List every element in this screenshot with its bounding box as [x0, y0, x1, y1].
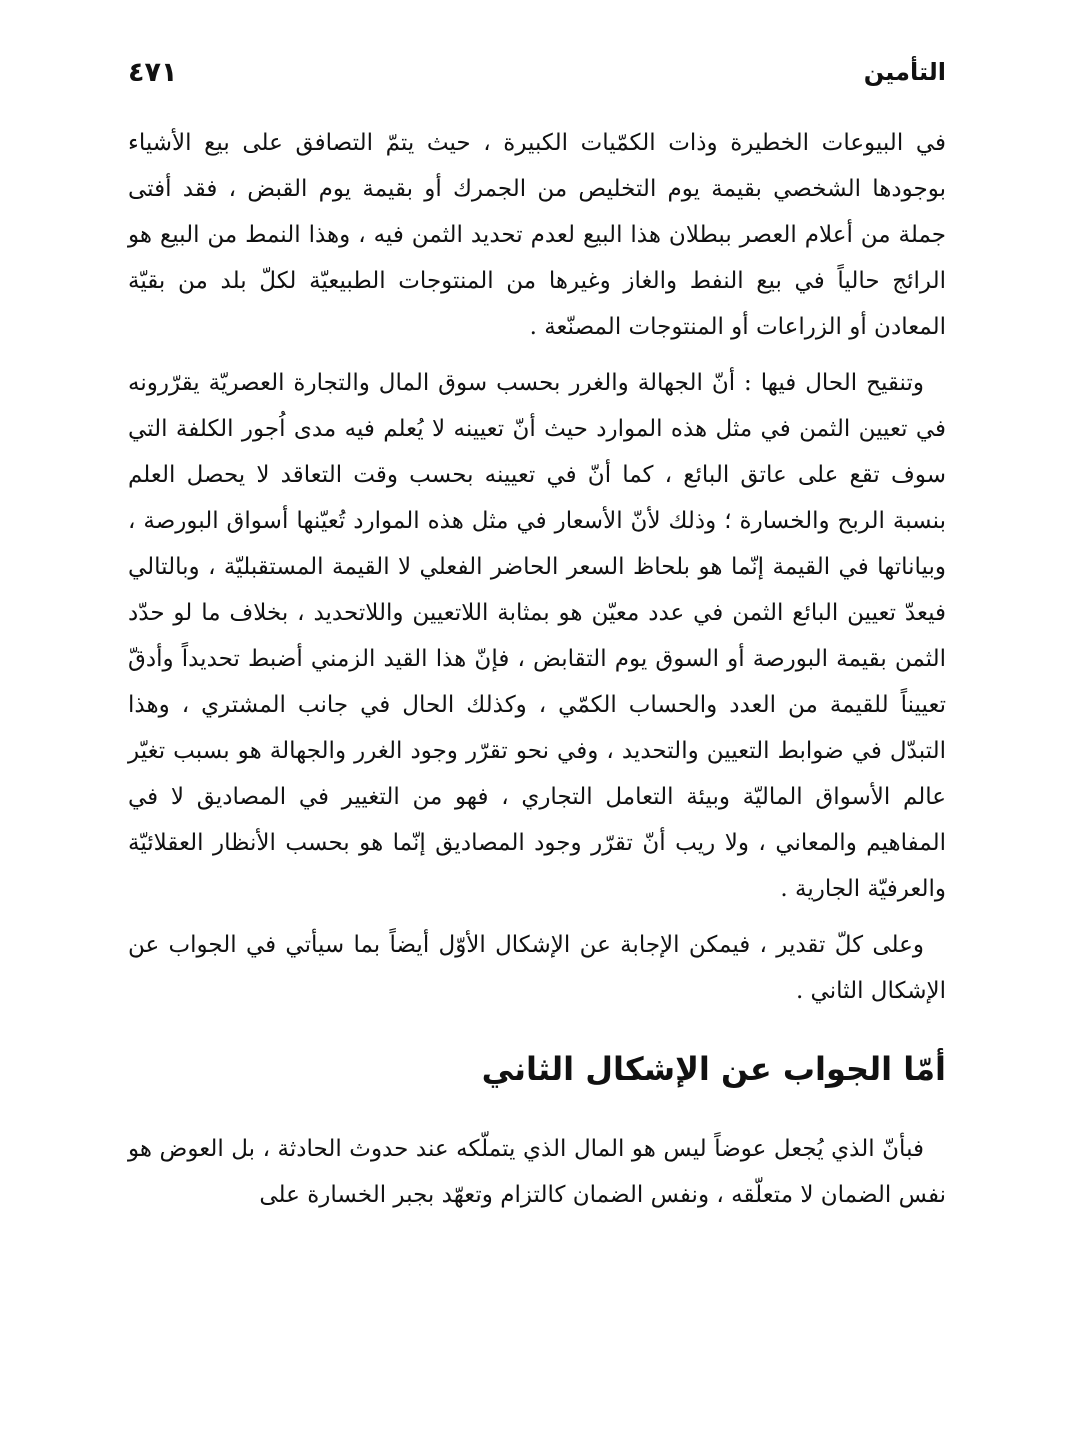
section-heading: أمّا الجواب عن الإشكال الثاني: [481, 1050, 946, 1088]
paragraph-3: وعلى كلّ تقدير ، فيمكن الإجابة عن الإشكال الأوّل أيضاً بما سيأتي في الجواب عن الإشكال الثاني .: [128, 932, 946, 1004]
paragraph-4: فبأنّ الذي يُجعل عوضاً ليس هو المال الذي يتملّكه عند حدوث الحادثة ، بل العوض هو نفس الضمان لا متعلّقه ، ونفس الضمان كالتزام وتعهّد بجبر الخسارة على: [128, 1136, 946, 1208]
paragraph-2: وتنقيح الحال فيها : أنّ الجهالة والغرر بحسب سوق المال والتجارة العصريّة يقرّرونه في تعيين الثمن في مثل هذه الموارد حيث أنّ تعيينه لا يُعلم فيه مدى اُجور الكلفة التي سوف تقع على عاتق البائع ، كما أنّ في تعيينه بحسب وقت التعاقد لا يحصل العلم بنسبة الربح والخسارة ؛ وذلك لأنّ الأسعار في مثل هذه الموارد تُعيّنها أسواق البورصة ، وبياناتها في القيمة إنّما هو بلحاظ السعر الحاضر الفعلي لا القيمة المستقبليّة ، وبالتالي فيعدّ تعيين البائع الثمن في عدد معيّن هو بمثابة اللاتعيين واللاتحديد ، بخلاف ما لو حدّد الثمن بقيمة البورصة أو السوق يوم التقابض ، فإنّ هذا القيد الزمني أضبط تحديداً وأدقّ تعييناً للقيمة من العدد والحساب الكمّي ، وكذلك الحال في جانب المشتري ، وهذا التبدّل في ضوابط التعيين والتحديد ، وفي نحو تقرّر وجود الغرر والجهالة هو بسبب تغيّر عالم الأسواق الماليّة وبيئة التعامل التجاري ، فهو من التغيير في المصاديق لا في المفاهيم والمعاني ، ولا ريب أنّ تقرّر وجود المصاديق إنّما هو بحسب الأنظار العقلائيّة والعرفيّة الجارية .: [128, 370, 946, 902]
paragraph-1: في البيوعات الخطيرة وذات الكمّيات الكبيرة ، حيث يتمّ التصافق على بيع الأشياء بوجودها الشخصي بقيمة يوم التخليص من الجمرك أو بقيمة يوم القبض ، فقد أفتى جملة من أعلام العصر ببطلان هذا البيع لعدم تحديد الثمن فيه ، وهذا النمط من البيع هو الرائج حالياً في بيع النفط والغاز وغيرها من المنتوجات الطبيعيّة لكلّ بلد من بقيّة المعادن أو الزراعات أو المنتوجات المصنّعة .: [128, 130, 946, 340]
body-text: [128, 120, 946, 1228]
page-number: ٤٧١: [128, 56, 178, 88]
page-header: [128, 52, 946, 92]
running-title: التأمين: [863, 58, 946, 86]
